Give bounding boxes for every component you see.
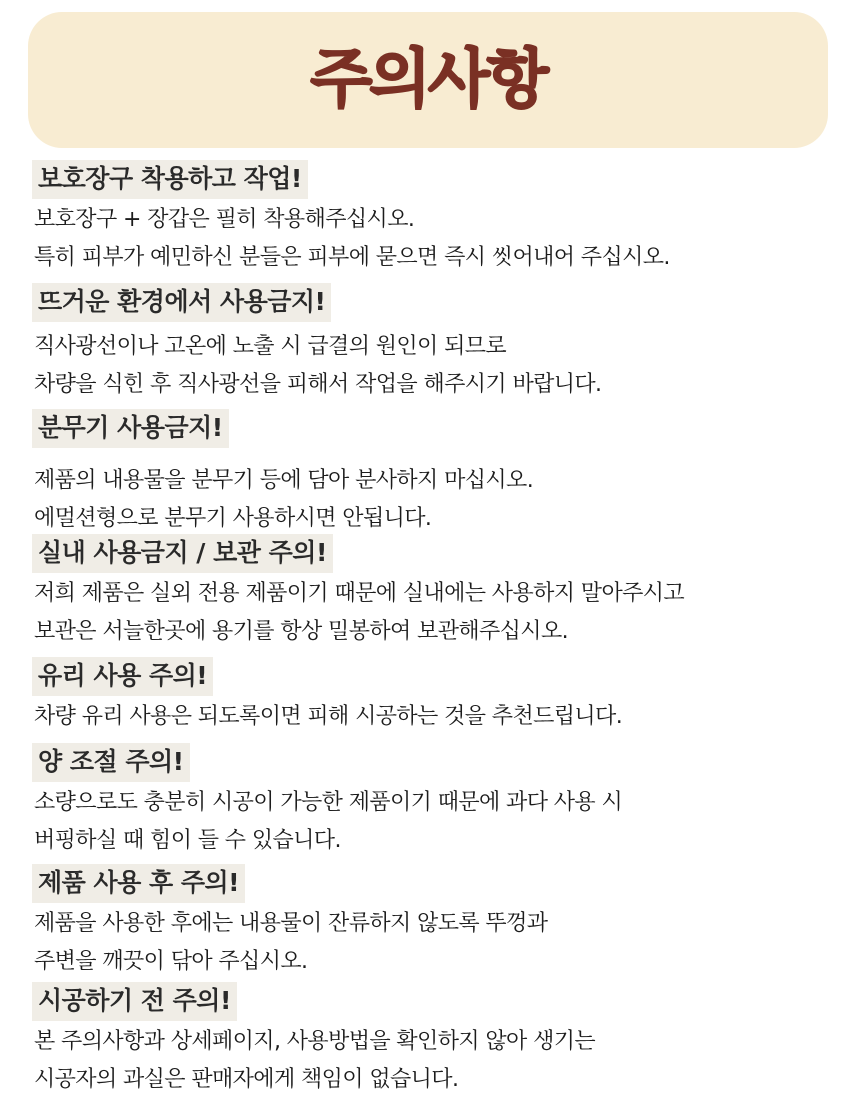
section-heading: 양 조절 주의! bbox=[32, 743, 190, 782]
section-text: 차량을 식힌 후 직사광선을 피해서 작업을 해주시기 바랍니다. bbox=[34, 372, 602, 397]
section-heading: 실내 사용금지 / 보관 주의! bbox=[32, 534, 333, 573]
section-text: 주변을 깨끗이 닦아 주십시오. bbox=[34, 949, 308, 974]
section-text: 보관은 서늘한곳에 용기를 항상 밀봉하여 보관해주십시오. bbox=[34, 619, 569, 644]
section-heading: 제품 사용 후 주의! bbox=[32, 864, 245, 903]
section-text: 보호장구 + 장갑은 필히 착용해주십시오. bbox=[34, 207, 415, 232]
section-heading: 뜨거운 환경에서 사용금지! bbox=[32, 283, 331, 322]
section-text: 에멀션형으로 분무기 사용하시면 안됩니다. bbox=[34, 506, 432, 531]
section-text: 시공자의 과실은 판매자에게 책임이 없습니다. bbox=[34, 1067, 459, 1092]
section-text: 소량으로도 충분히 시공이 가능한 제품이기 때문에 과다 사용 시 bbox=[34, 790, 623, 815]
section-hot-environment bbox=[32, 283, 601, 404]
section-text: 특히 피부가 예민하신 분들은 피부에 묻으면 즉시 씻어내어 주십시오. bbox=[34, 245, 670, 270]
section-indoor-storage bbox=[32, 534, 684, 651]
page-title: 주의사항 bbox=[310, 43, 546, 117]
section-glass bbox=[32, 657, 622, 736]
section-after-use bbox=[32, 864, 547, 981]
section-text: 차량 유리 사용은 되도록이면 피해 시공하는 것을 추천드립니다. bbox=[34, 704, 623, 729]
section-before-application bbox=[32, 982, 595, 1099]
section-text: 저희 제품은 실외 전용 제품이기 때문에 실내에는 사용하지 말아주시고 bbox=[34, 581, 685, 606]
section-amount bbox=[32, 743, 622, 860]
section-text: 제품의 내용물을 분무기 등에 담아 분사하지 마십시오. bbox=[34, 468, 534, 493]
section-heading: 시공하기 전 주의! bbox=[32, 982, 237, 1021]
section-sprayer bbox=[32, 409, 533, 538]
title-banner bbox=[28, 12, 828, 148]
section-protective-gear bbox=[32, 160, 670, 277]
section-text: 버핑하실 때 힘이 들 수 있습니다. bbox=[34, 828, 341, 853]
section-heading: 유리 사용 주의! bbox=[32, 657, 213, 696]
section-heading: 보호장구 착용하고 작업! bbox=[32, 160, 308, 199]
section-text: 직사광선이나 고온에 노출 시 급결의 원인이 되므로 bbox=[34, 334, 507, 359]
section-text: 본 주의사항과 상세페이지, 사용방법을 확인하지 않아 생기는 bbox=[34, 1029, 596, 1054]
section-text: 제품을 사용한 후에는 내용물이 잔류하지 않도록 뚜껑과 bbox=[34, 911, 548, 936]
section-heading: 분무기 사용금지! bbox=[32, 409, 229, 448]
